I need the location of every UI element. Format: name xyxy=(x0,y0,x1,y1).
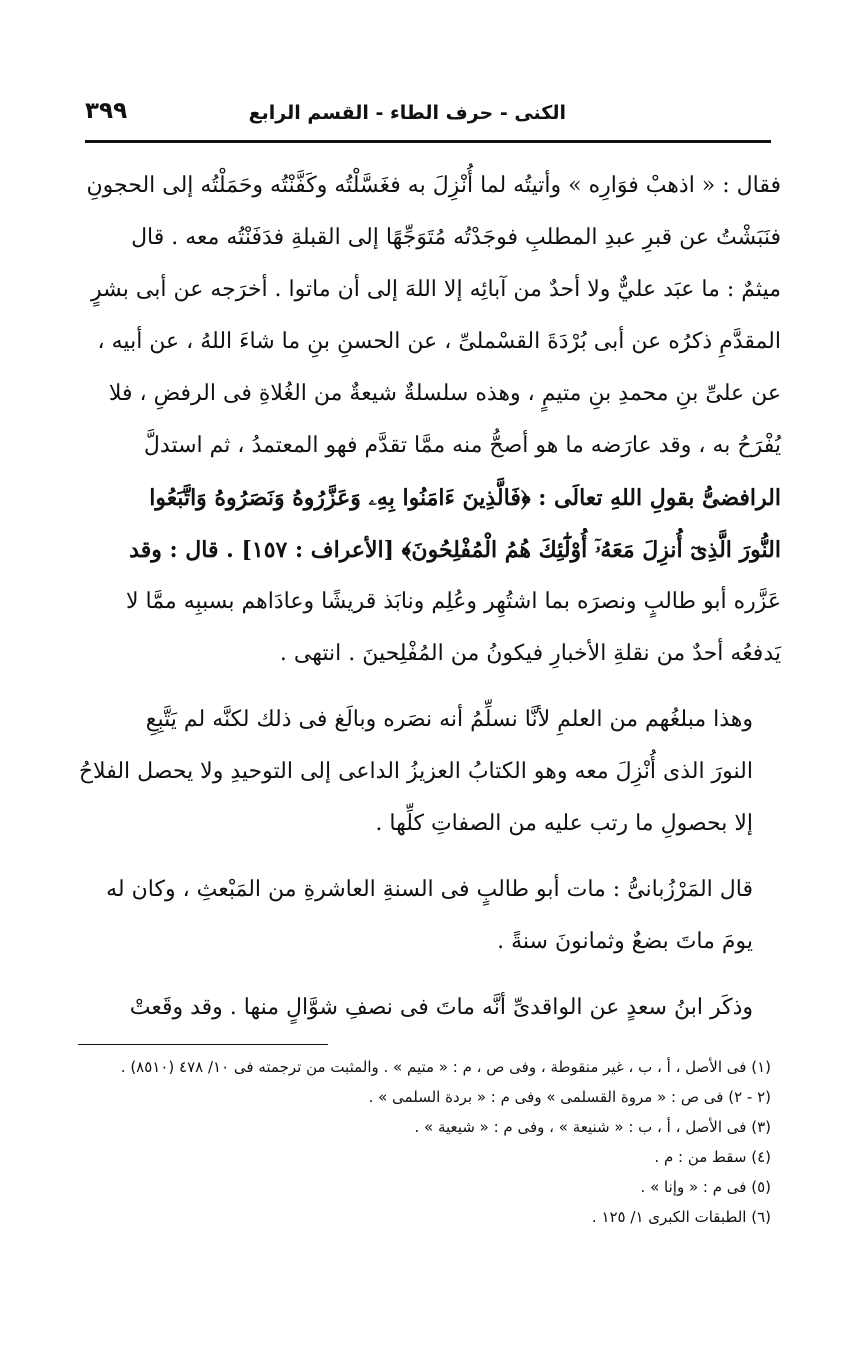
footnote-6: (٦) الطبقات الكبرى ١/ ١٢٥ . xyxy=(591,1208,771,1226)
text-line: إلا بحصولِ ما رتب عليه من الصفاتِ كلِّها . xyxy=(375,811,753,836)
text-line: يُفْرَحُ به ، وقد عارَضه ما هو أصحُّ منه ممَّا تقدَّم فهو المعتمدُ ، ثم استدلَّ xyxy=(143,433,781,458)
text-line: المقدَّمِ ذكرُه عن أبى بُرْدَةَ القسْملىِّ ، عن الحسنِ بنِ ما شاءَ اللهُ ، عن أبيه ، xyxy=(97,329,781,354)
paragraph-2 xyxy=(78,694,781,850)
running-header xyxy=(85,88,771,140)
text-line: وهذا مبلغُهم من العلمِ لأنَّا نسلِّمُ أنه نصَره وبالَغ فى ذلك لكنَّه لم يَتَّبِعِ xyxy=(145,707,753,732)
page-number: ٣٩٩ xyxy=(85,98,128,124)
text-line-quran: الرافضىُّ بقولِ اللهِ تعالَى : ﴿فَالَّذِينَ ءَامَنُوا بِهِۦ وَعَزَّرُوهُ وَنَصَرُوهُ وَاتَّبَعُوا xyxy=(149,485,781,511)
paragraph-1 xyxy=(78,160,781,680)
main-text xyxy=(78,160,781,1048)
text-line: قال المَرْزُبانىُّ : مات أبو طالبٍ فى السنةِ العاشرةِ من المَبْعثِ ، وكان له xyxy=(106,877,753,902)
text-line: يَدفعُه أحدٌ من نقلةِ الأخبارِ فيكونُ من المُفْلِحينَ . انتهى . xyxy=(279,641,781,666)
header-title: الكنى - حرف الطاء - القسم الرابع xyxy=(248,102,566,124)
text-line: وذكَر ابنُ سعدٍ عن الواقدىِّ أنَّه ماتَ فى نصفِ شوَّالٍ منها . وقد وقَعتْ xyxy=(129,995,753,1020)
text-line: ميثمٌ : ما عبَد عليٌّ ولا أحدٌ من آبائِه إلا اللهَ إلى أن ماتوا . أخرَجه عن أبى بشرٍ xyxy=(91,277,781,302)
footnote-3: (٣) فى الأصل ، أ ، ب : « شنيعة » ، وفى م : « شيعية » . xyxy=(414,1118,771,1136)
footnote-1: (١) فى الأصل ، أ ، ب ، غير منقوطة ، وفى ص ، م : « متيم » . والمثبت من ترجمته فى ١٠/ ٤٧٨ (٨٥١٠) . xyxy=(120,1058,771,1076)
footnote-5: (٥) فى م : « وإنا » . xyxy=(640,1178,771,1196)
footnote-4: (٤) سقط من : م . xyxy=(654,1148,771,1166)
footnote-separator xyxy=(78,1044,328,1045)
text-line: النورَ الذى أُنْزِلَ معه وهو الكتابُ العزيزُ الداعى إلى التوحيدِ ولا يحصل الفلاحُ xyxy=(78,759,753,784)
paragraph-4 xyxy=(78,982,781,1034)
footnote-2: (٢ - ٢) فى ص : « مروة القسلمى » وفى م : « بردة السلمى » . xyxy=(368,1088,771,1106)
text-line: فنَبَشْتُ عن قبرِ عبدِ المطلبِ فوجَدْتُه مُتَوَجِّهًا إلى القبلةِ فدَفَنْتُه معه . قال xyxy=(131,225,781,250)
text-line: يومَ ماتَ بضعٌ وثمانونَ سنةً . xyxy=(497,929,753,954)
text-line: عَزَّره أبو طالبٍ ونصرَه بما اشتُهِر وعُلِم ونابَذ قريشًا وعادَاهم بسببِه ممَّا لا xyxy=(125,589,781,614)
text-line-quran: النُّورَ الَّذِىٓ أُنزِلَ مَعَهُۥٓ أُوْلَٰٓئِكَ هُمُ الْمُفْلِحُونَ﴾ [الأعراف : ١٥٧] . قال : وقد xyxy=(129,537,781,563)
text-line: فقال : « اذهبْ فوَارِه » وأتيتُه لما أُنْزِلَ به فغَسَّلْتُه وكَفَّنْتُه وحَمَلْتُه إلى الحجونِ xyxy=(86,173,781,198)
text-line: عن علىِّ بنِ محمدِ بنِ متيمٍ ، وهذه سلسلةٌ شيعةٌ من الغُلاةِ فى الرفضِ ، فلا xyxy=(108,381,781,406)
header-rule xyxy=(85,140,771,143)
paragraph-3 xyxy=(78,864,781,968)
footnotes xyxy=(85,1052,771,1232)
